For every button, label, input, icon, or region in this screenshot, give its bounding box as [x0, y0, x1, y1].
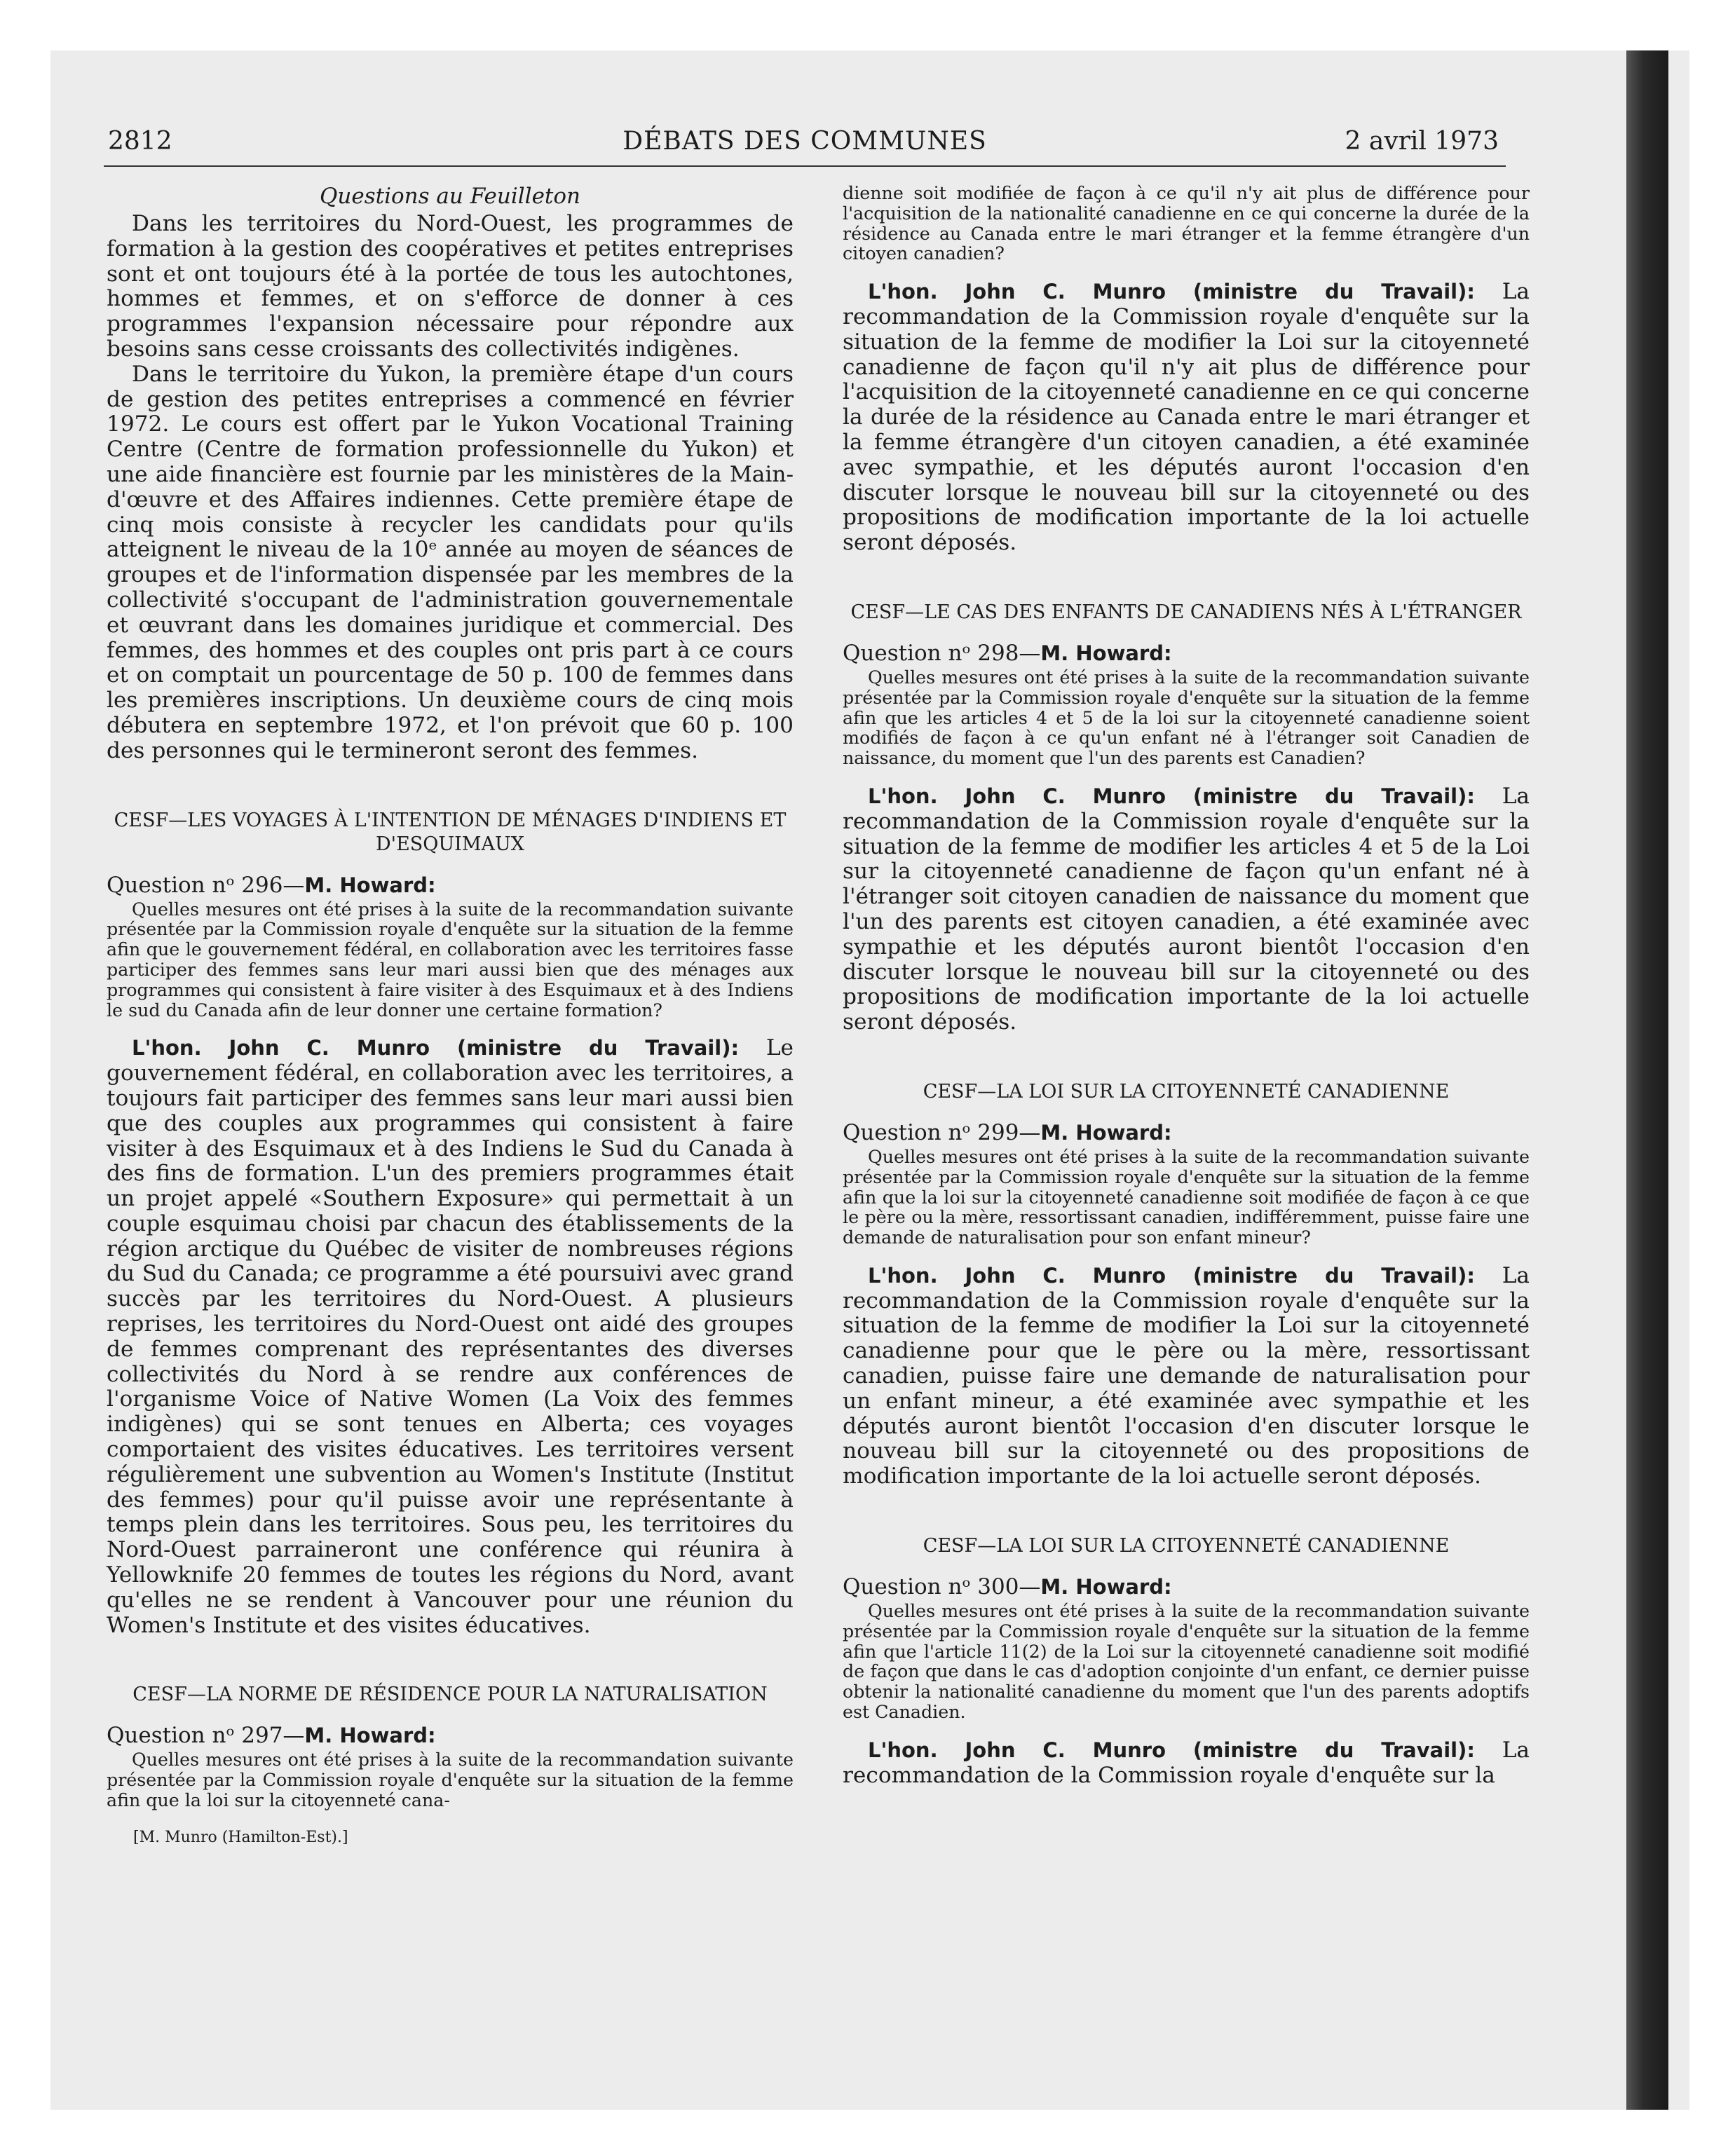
scan-edge-shadow: [1626, 50, 1668, 2110]
question-heading-296: [107, 872, 794, 899]
question-heading-297: [107, 1722, 794, 1749]
left-column: [107, 184, 794, 1848]
question-heading-298: [843, 640, 1530, 667]
question-label: Question nᵒ 298—: [843, 640, 1041, 666]
question-text-299: Quelles mesures ont été prises à la suite de la recommandation suivante présentée par la Commission royale d'enquête sur la situation de la femme afin que la loi sur la citoyenneté canadienne soit modifiée de façon à ce que le père ou la mère, ressortissant canadien, indifféremment, puisse faire une demande de naturalisation pour son enfant mineur?: [843, 1146, 1530, 1248]
question-text-297-end: dienne soit modifiée de façon à ce qu'il n'y ait plus de différence pour l'acquisition de la nationalité canadienne en ce qui concerne la durée de la résidence au Canada entre le mari étranger et la femme étrangère d'un citoyen canadien?: [843, 183, 1530, 264]
question-label: Question nᵒ 300—: [843, 1574, 1041, 1600]
question-label: Question nᵒ 296—: [107, 872, 305, 898]
question-heading-300: [843, 1574, 1530, 1600]
section-title-297: CESF—LA NORME DE RÉSIDENCE POUR LA NATURALISATION: [132, 1684, 768, 1706]
section-title-296: CESF—LES VOYAGES À L'INTENTION DE MÉNAGES D'INDIENS ET D'ESQUIMAUX: [114, 809, 787, 855]
answer-speaker: L'hon. John C. Munro (ministre du Travail):: [868, 784, 1475, 808]
question-label: Question nᵒ 299—: [843, 1119, 1041, 1145]
answer-299: [843, 1264, 1530, 1489]
running-subhead: Questions au Feuilleton: [320, 184, 580, 209]
question-author: M. Howard:: [304, 1724, 436, 1748]
question-label: Question nᵒ 297—: [107, 1723, 305, 1749]
question-heading-299: [843, 1119, 1530, 1146]
paragraph-nwt-programs: Dans les territoires du Nord-Ouest, les programmes de formation à la gestion des coopératives et petites entreprises sont et ont toujours été à la portée de tous les autochtones, hommes et femmes, et on s'efforce de donner à ces programmes l'expansion nécessaire pour répondre aux besoins sans cesse croissants des collectivités indigènes.: [107, 211, 794, 362]
section-title-299: CESF—LA LOI SUR LA CITOYENNETÉ CANADIENNE: [923, 1080, 1450, 1103]
answer-297: [843, 280, 1530, 556]
answer-300: [843, 1738, 1530, 1789]
section-title-298: CESF—LE CAS DES ENFANTS DE CANADIENS NÉS À L'ÉTRANGER: [850, 601, 1522, 623]
answer-speaker: L'hon. John C. Munro (ministre du Travail):: [868, 280, 1475, 304]
answer-speaker: L'hon. John C. Munro (ministre du Travail):: [868, 1263, 1475, 1288]
answer-text: La recommandation de la Commission royale d'enquête sur la situation de la femme de modifier les articles 4 et 5 de la Loi sur la citoyenneté canadienne de façon qu'un enfant né à l'étranger soit citoyen canadien de naissance du moment que l'un des parents est citoyen canadien, a été examinée avec sympathie et les députés auront bientôt l'occasion d'en discuter lorsque le nouveau bill sur la citoyenneté ou des propositions de modification importante de la loi actuelle seront déposés.: [843, 783, 1530, 1035]
answer-298: [843, 784, 1530, 1035]
journal-title: DÉBATS DES COMMUNES: [622, 127, 987, 156]
right-column: [843, 184, 1530, 1788]
question-text-300: Quelles mesures ont été prises à la suite de la recommandation suivante présentée par la Commission royale d'enquête sur la situation de la femme afin que l'article 11(2) de la Loi sur la citoyenneté canadienne soit modifié de façon que dans le cas d'adoption conjointe d'un enfant, ce dernier puisse obtenir la nationalité canadienne du moment que l'un des parents adoptifs est Canadien.: [843, 1601, 1530, 1723]
question-author: M. Howard:: [1040, 641, 1172, 665]
answer-296: [107, 1036, 794, 1638]
page-header: [104, 123, 1506, 167]
answer-speaker: L'hon. John C. Munro (ministre du Travail):: [868, 1738, 1475, 1762]
section-title-300: CESF—LA LOI SUR LA CITOYENNETÉ CANADIENNE: [923, 1535, 1450, 1557]
answer-text: La recommandation de la Commission royale d'enquête sur la situation de la femme de modifier la Loi sur la citoyenneté canadienne de façon qu'il n'y ait plus de différence pour l'acquisition de la citoyenneté canadienne en ce qui concerne la durée de la résidence au Canada entre le mari étranger et la femme étrangère d'un citoyen canadien, a été examinée avec sympathie, et les députés auront l'occasion d'en discuter lorsque le nouveau bill sur la citoyenneté ou des propositions de modification importante de la loi actuelle seront déposés.: [843, 279, 1530, 556]
question-text-296: Quelles mesures ont été prises à la suite de la recommandation suivante présentée par la Commission royale d'enquête sur la situation de la femme afin que le gouvernement fédéral, en collaboration avec les territoires fasse participer des femmes sans leur mari aussi bien que des ménages aux programmes qui consistent à faire visiter à des Esquimaux et à des Indiens le sud du Canada afin de leur donner une certaine formation?: [107, 899, 794, 1021]
question-author: M. Howard:: [1040, 1575, 1172, 1599]
paragraph-yukon-course: Dans le territoire du Yukon, la première étape d'un cours de gestion des petites entreprises a commencé en février 1972. Le cours est offert par le Yukon Vocational Training Centre (Centre de formation professionnelle du Yukon) et une aide financière est fournie par les ministères de la Main-d'œuvre et des Affaires indiennes. Cette première étape de cinq mois consiste à recycler les candidats pour qu'ils atteignent le niveau de la 10ᵉ année au moyen de séances de groupes et de l'information dispensée par les membres de la collectivité s'occupant de l'administration gouvernementale et œuvrant dans les domaines juridique et commercial. Des femmes, des hommes et des couples ont pris part à ce cours et on comptait un pourcentage de 50 p. 100 de femmes dans les premières inscriptions. Un deuxième cours de cinq mois débutera en septembre 1972, et l'on prévoit que 60 p. 100 des personnes qui le termineront seront des femmes.: [107, 361, 794, 763]
question-author: M. Howard:: [304, 873, 436, 897]
issue-date: 2 avril 1973: [1345, 127, 1499, 156]
answer-text: La recommandation de la Commission royale d'enquête sur la: [843, 1737, 1530, 1788]
question-text-298: Quelles mesures ont été prises à la suite de la recommandation suivante présentée par la Commission royale d'enquête sur la situation de la femme afin que les articles 4 et 5 de la loi sur la citoyenneté canadienne soient modifiés de façon à ce qu'un enfant né à l'étranger soit Canadien de naissance, du moment que l'un des parents est Canadien?: [843, 667, 1530, 769]
question-author: M. Howard:: [1040, 1120, 1172, 1145]
question-text-297-start: Quelles mesures ont été prises à la suite de la recommandation suivante présentée par la Commission royale d'enquête sur la situation de la femme afin que la loi sur la citoyenneté cana-: [107, 1749, 794, 1811]
answer-text: La recommandation de la Commission royale d'enquête sur la situation de la femme de modifier la Loi sur la citoyenneté canadienne pour que le père ou la mère, ressortissant canadien, puisse faire une demande de naturalisation pour un enfant mineur, a été examinée avec sympathie et les députés auront bientôt l'occasion d'en discuter lorsque le nouveau bill sur la citoyenneté ou des propositions de modification importante de la loi actuelle seront déposés.: [843, 1262, 1530, 1489]
page-number: 2812: [108, 127, 172, 156]
speaker-attribution: [M. Munro (Hamilton-Est).]: [133, 1828, 348, 1846]
answer-text: Le gouvernement fédéral, en collaboration avec les territoires, a toujours fait participer des femmes sans leur mari aussi bien que des couples aux programmes qui consistent à faire visiter à des Esquimaux et à des Indiens le Sud du Canada à des fins de formation. L'un des premiers programmes était un projet appelé «Southern Exposure» qui permettait à un couple esquimau choisi par chacun des établissements de la région arctique du Québec de visiter de nombreuses régions du Sud du Canada; ce programme a été poursuivi avec grand succès par les territoires du Nord-Ouest. A plusieurs reprises, les territoires du Nord-Ouest ont aidé des groupes de femmes comprenant des représentantes des diverses collectivités du Nord à se rendre aux conférences de l'organisme Voice of Native Women (La Voix des femmes indigènes) qui se sont tenues en Alberta; ces voyages comportaient des visites éducatives. Les territoires versent régulièrement une subvention au Women's Institute (Institut des femmes) pour qu'il puisse avoir une représentante à temps plein dans les territoires. Sous peu, les territoires du Nord-Ouest parraineront une conférence qui réunira à Yellowknife 20 femmes de toutes les régions du Nord, avant qu'elles ne se rendent à Vancouver pour une réunion du Women's Institute et des visites éducatives.: [107, 1035, 794, 1638]
answer-speaker: L'hon. John C. Munro (ministre du Travail):: [132, 1036, 740, 1060]
